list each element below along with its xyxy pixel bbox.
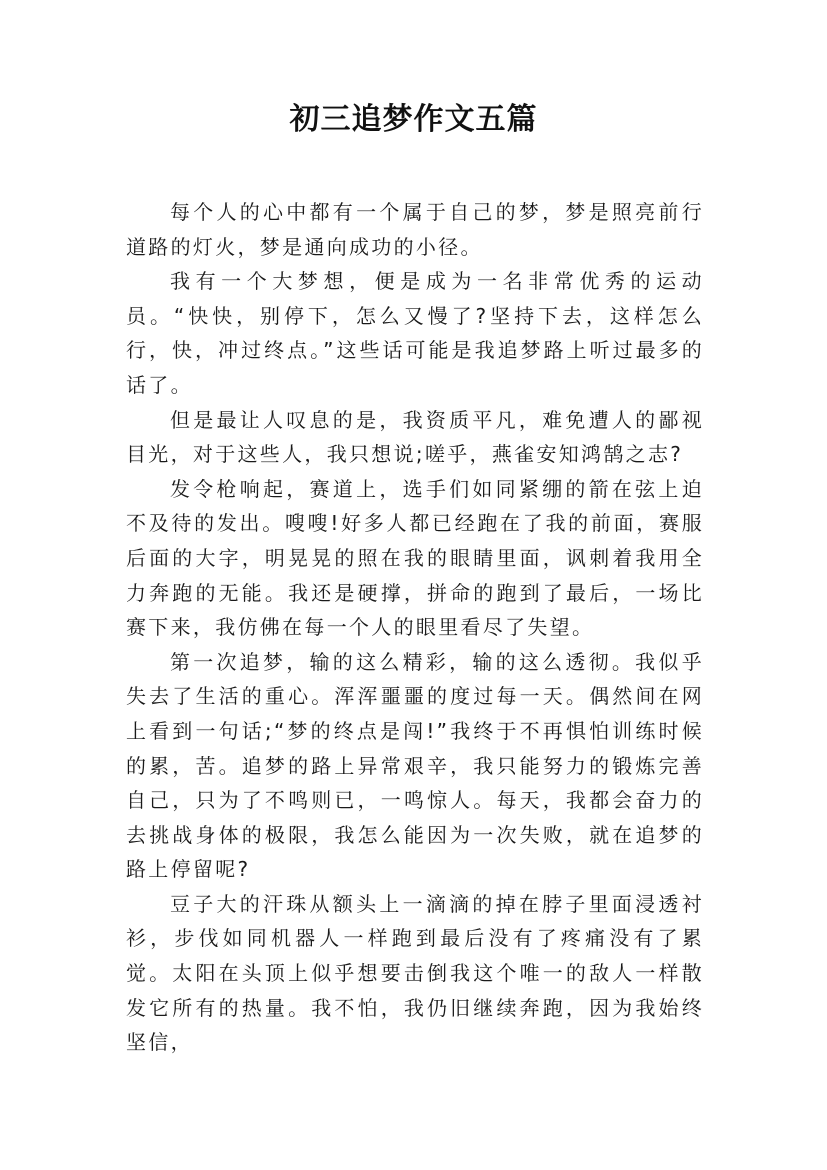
document-body <box>126 195 704 1060</box>
paragraph: 但是最让人叹息的是，我资质平凡，难免遭人的鄙视目光，对于这些人，我只想说;嗟乎，燕雀安知鸿鹄之志? <box>126 407 704 467</box>
document-title: 初三追梦作文五篇 <box>289 102 538 137</box>
paragraph: 第一次追梦，输的这么精彩，输的这么透彻。我似乎失去了生活的重心。浑浑噩噩的度过每一天。偶然间在网上看到一句话;“梦的终点是闯!”我终于不再惧怕训练时候的累，苦。追梦的路上异常艰辛，我只能努力的锻炼完善自己，只为了不鸣则已，一鸣惊人。每天，我都会奋力的去挑战身体的极限，我怎么能因为一次失败，就在追梦的路上停留呢? <box>126 649 704 882</box>
paragraph: 我有一个大梦想，便是成为一名非常优秀的运动员。“快快，别停下，怎么又慢了?坚持下去，这样怎么行，快，冲过终点。”这些话可能是我追梦路上听过最多的话了。 <box>126 269 704 397</box>
paragraph: 每个人的心中都有一个属于自己的梦，梦是照亮前行道路的灯火，梦是通向成功的小径。 <box>126 200 704 259</box>
paragraph: 发令枪响起，赛道上，选手们如同紧绷的箭在弦上迫不及待的发出。嗖嗖!好多人都已经跑在了我的前面，赛服后面的大字，明晃晃的照在我的眼睛里面，讽刺着我用全力奔跑的无能。我还是硬撑，拼命的跑到了最后，一场比赛下来，我仿佛在每一个人的眼里看尽了失望。 <box>126 476 704 640</box>
paragraph: 豆子大的汗珠从额头上一滴滴的掉在脖子里面浸透衬衫，步伐如同机器人一样跑到最后没有了疼痛没有了累觉。太阳在头顶上似乎想要击倒我这个唯一的敌人一样散发它所有的热量。我不怕，我仍旧继续奔跑，因为我始终坚信， <box>126 891 704 1055</box>
